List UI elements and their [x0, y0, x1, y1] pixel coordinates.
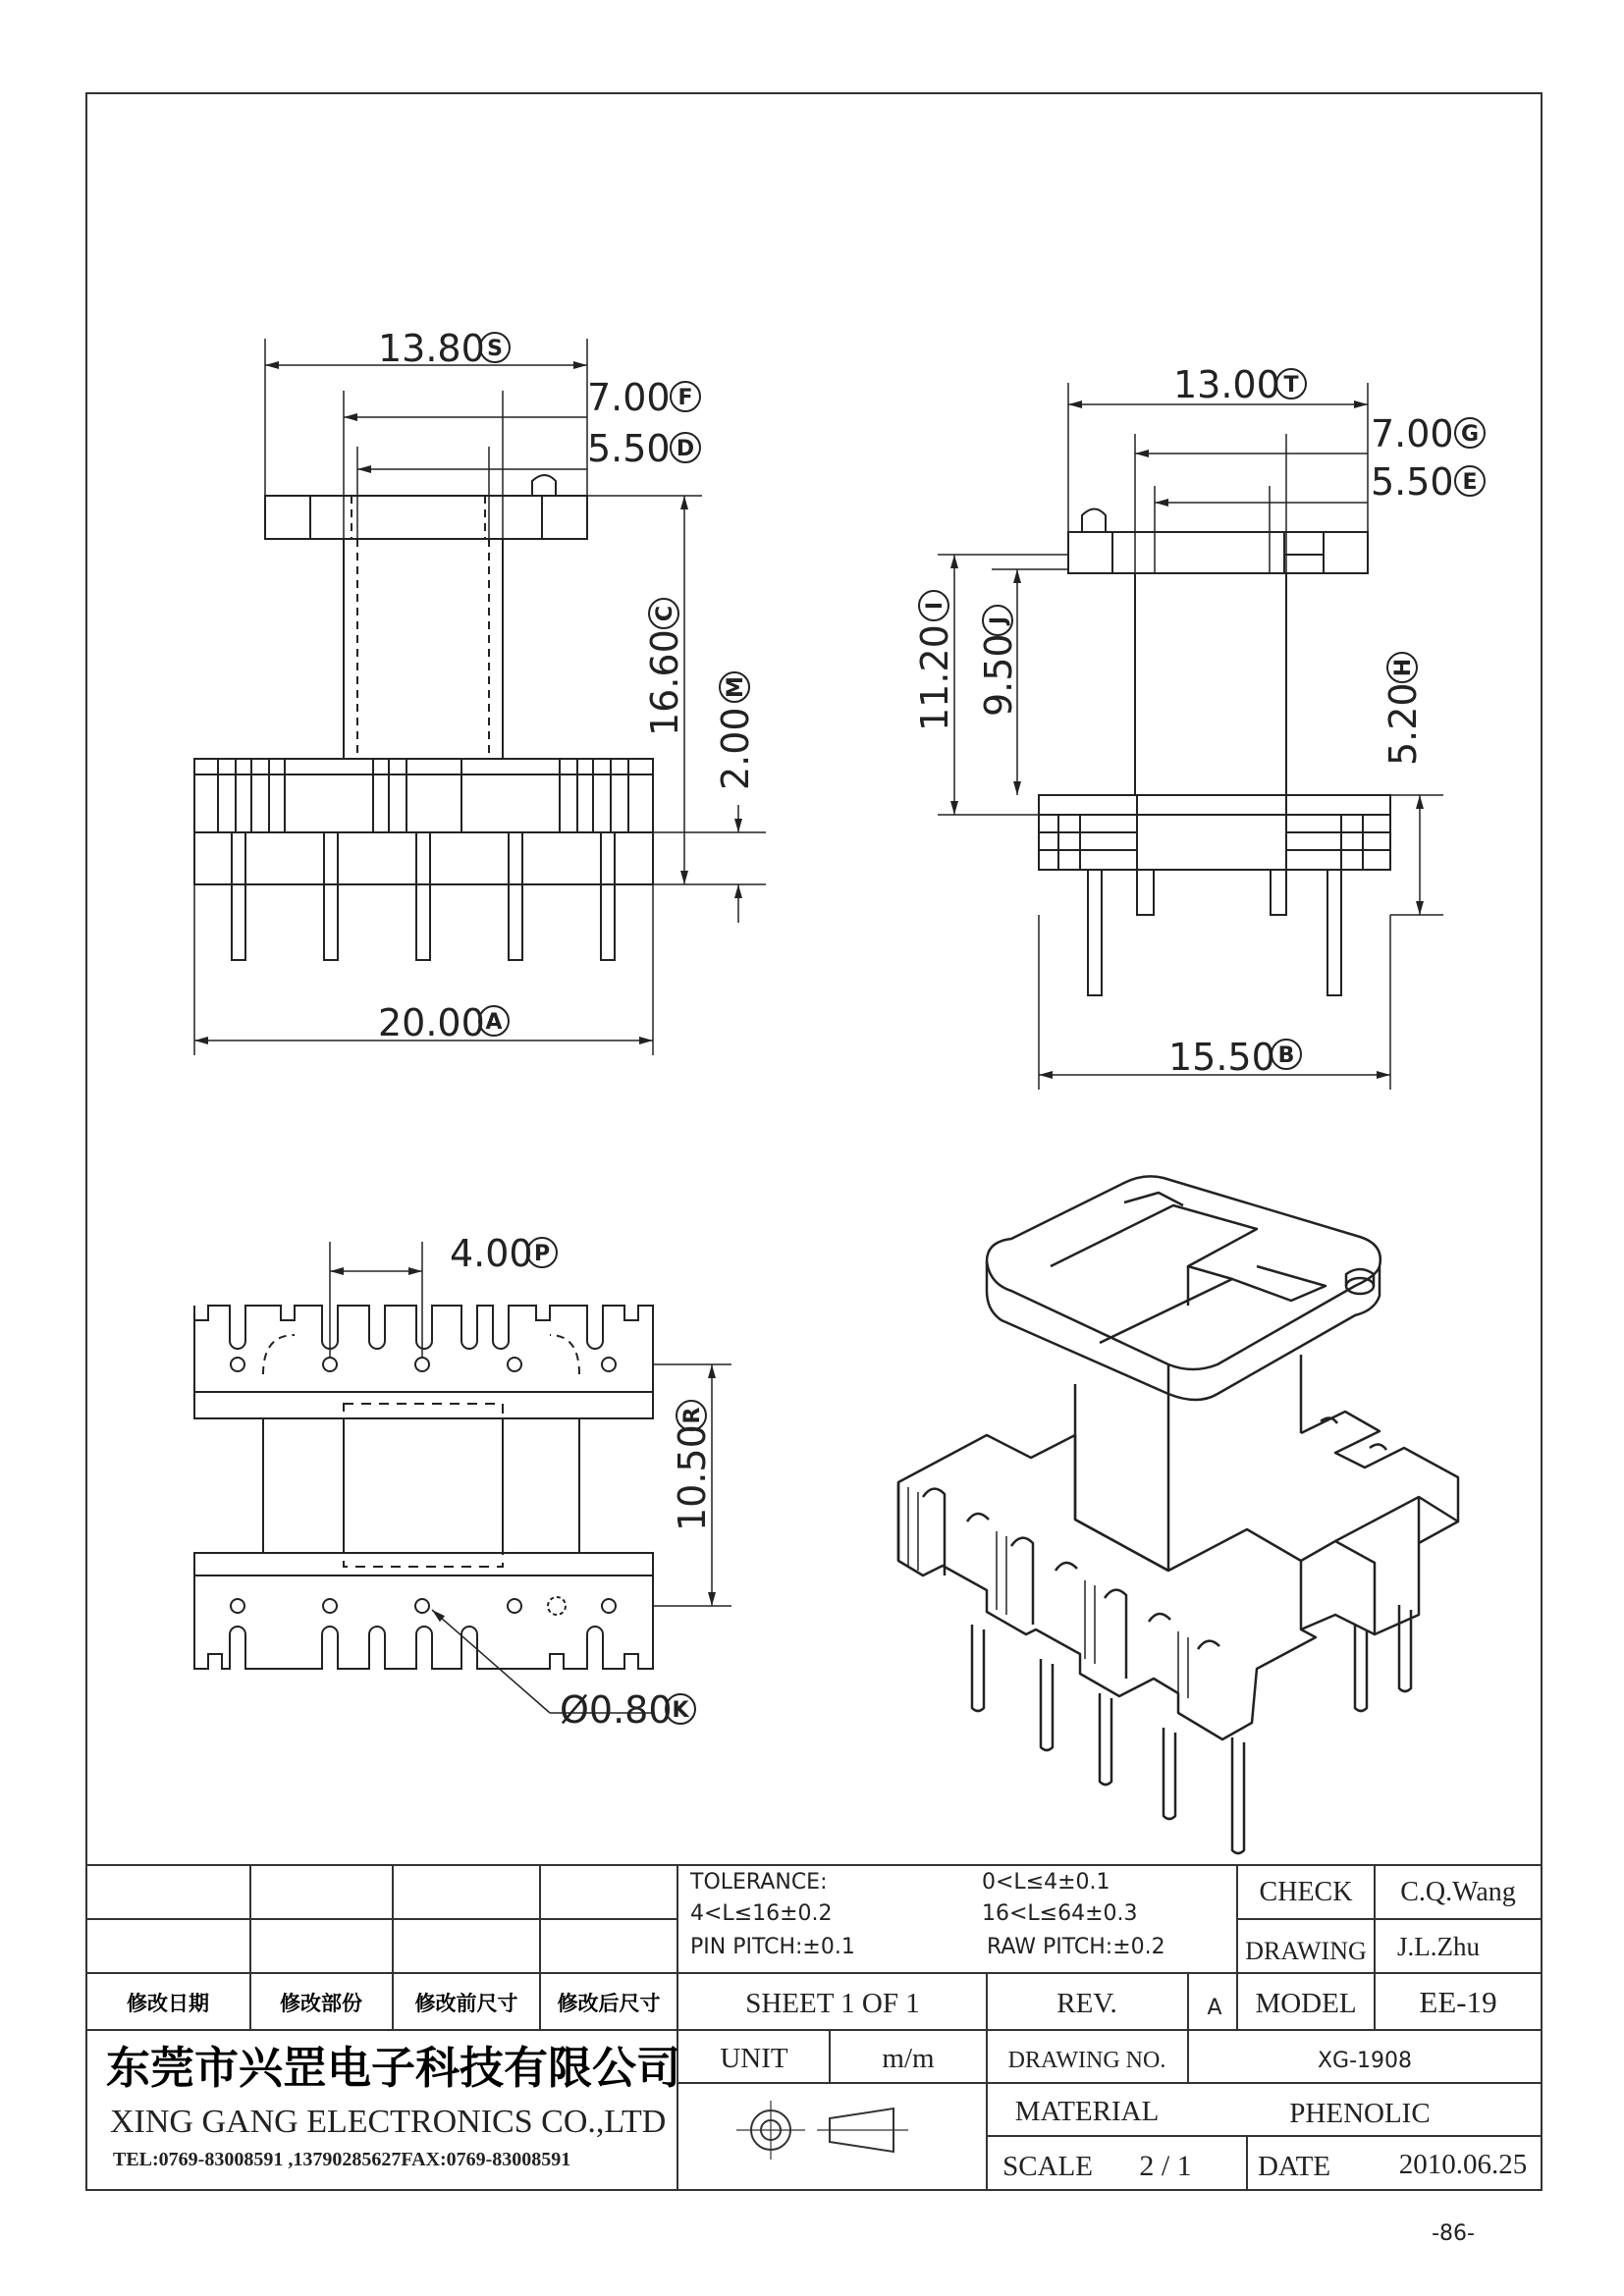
dim-g-value: 7.00	[1371, 412, 1454, 455]
dim-g-tag: G	[1460, 422, 1480, 447]
dim-a-tag: A	[485, 1010, 503, 1035]
raw-pitch: RAW PITCH:±0.2	[987, 1935, 1165, 1959]
page-number: -86-	[1432, 2221, 1475, 2246]
dim-p-tag: P	[533, 1242, 551, 1266]
dim-a-value: 20.00	[378, 1001, 485, 1044]
material-label: MATERIAL	[1014, 2096, 1160, 2127]
dim-e-tag: E	[1462, 470, 1478, 495]
drawing-value: J.L.Zhu	[1397, 1932, 1480, 1961]
dim-g	[1371, 412, 1485, 455]
dim-f-value: 7.00	[587, 376, 671, 419]
date-value: 2010.06.25	[1398, 2149, 1528, 2180]
dim-h-value: 5.20	[1381, 682, 1425, 766]
dim-j	[977, 606, 1020, 717]
front-top-flange	[265, 496, 587, 539]
dim-j-value: 9.50	[977, 633, 1020, 717]
sheet-info: SHEET 1 OF 1	[745, 1988, 920, 2019]
dim-d	[587, 427, 700, 470]
dim-m	[714, 672, 757, 790]
check-value: C.Q.Wang	[1400, 1877, 1516, 1907]
unit-label: UNIT	[720, 2043, 788, 2074]
drawing-no-label: DRAWING NO.	[1007, 2048, 1166, 2073]
projection-symbol-icon	[736, 2101, 908, 2160]
dim-s	[378, 327, 510, 370]
dim-c	[643, 599, 686, 736]
dim-i	[913, 591, 956, 731]
company-name-cn: 东莞市兴罡电子科技有限公司	[106, 2042, 681, 2094]
scale-value: 2 / 1	[1139, 2150, 1192, 2182]
dim-j-tag: J	[987, 615, 1011, 625]
dim-r	[671, 1401, 714, 1531]
dim-b	[1168, 1036, 1301, 1079]
rev-header-after: 修改后尺寸	[557, 1992, 661, 2015]
dim-r-value: 10.50	[671, 1424, 714, 1531]
model-label: MODEL	[1255, 1988, 1357, 2019]
dim-s-value: 13.80	[378, 327, 485, 370]
rev-value: A	[1207, 1996, 1222, 2020]
front-base	[194, 759, 653, 884]
dim-f-tag: F	[677, 386, 693, 410]
drawing-no-value: XG-1908	[1317, 2049, 1413, 2073]
check-label: CHECK	[1259, 1877, 1353, 1907]
side-view	[938, 383, 1443, 1090]
dim-k-value: Ø0.80	[560, 1688, 673, 1732]
dim-k	[560, 1688, 695, 1732]
dim-t-tag: T	[1283, 373, 1299, 398]
dim-p-value: 4.00	[450, 1232, 533, 1275]
dim-b-tag: B	[1277, 1043, 1295, 1068]
dim-d-value: 5.50	[587, 427, 671, 470]
tolerance-range-2: 4<L≤16±0.2	[690, 1901, 833, 1926]
company-contact: TEL:0769-83008591 ,13790285627FAX:0769-83008591	[113, 2149, 571, 2170]
drawing-label: DRAWING	[1245, 1937, 1367, 1965]
dim-m-tag: M	[724, 676, 748, 698]
dim-m-value: 2.00	[714, 707, 757, 790]
dim-p	[450, 1232, 557, 1275]
dim-c-value: 16.60	[643, 629, 686, 736]
dim-k-tag: K	[672, 1698, 689, 1723]
dim-s-tag: S	[487, 337, 503, 361]
dim-i-tag: I	[923, 601, 947, 611]
dim-e	[1371, 460, 1485, 504]
tolerance-range-3: 16<L≤64±0.3	[982, 1901, 1138, 1926]
dim-e-value: 5.50	[1371, 460, 1454, 504]
rev-label: REV.	[1056, 1988, 1117, 2019]
bottom-view	[194, 1242, 731, 1713]
rev-header-date: 修改日期	[127, 1992, 209, 2015]
dim-t	[1173, 363, 1306, 406]
dim-a	[378, 1001, 509, 1044]
tolerance-label: TOLERANCE:	[690, 1870, 828, 1895]
dim-d-tag: D	[676, 437, 695, 461]
model-value: EE-19	[1419, 1985, 1497, 2019]
company-name-en: XING GANG ELECTRONICS CO.,LTD	[110, 2104, 667, 2140]
pin-pitch: PIN PITCH:±0.1	[690, 1935, 855, 1959]
dim-b-value: 15.50	[1168, 1036, 1275, 1079]
scale-label: SCALE	[1002, 2151, 1093, 2182]
date-label: DATE	[1257, 2151, 1331, 2182]
dim-i-value: 11.20	[913, 624, 956, 731]
material-value: PHENOLIC	[1289, 2098, 1431, 2129]
dim-r-tag: R	[680, 1407, 705, 1424]
dim-c-tag: C	[653, 605, 677, 622]
dim-h-tag: H	[1391, 658, 1416, 677]
unit-value: m/m	[882, 2043, 935, 2074]
rev-header-before: 修改前尺寸	[414, 1992, 518, 2015]
tolerance-block	[689, 1870, 1165, 1959]
rev-header-part: 修改部份	[280, 1992, 362, 2015]
tolerance-range-1: 0<L≤4±0.1	[982, 1870, 1110, 1895]
dim-h	[1381, 653, 1425, 766]
isometric-view	[898, 1176, 1458, 1853]
dim-t-value: 13.00	[1173, 363, 1280, 406]
dim-f	[587, 376, 700, 419]
